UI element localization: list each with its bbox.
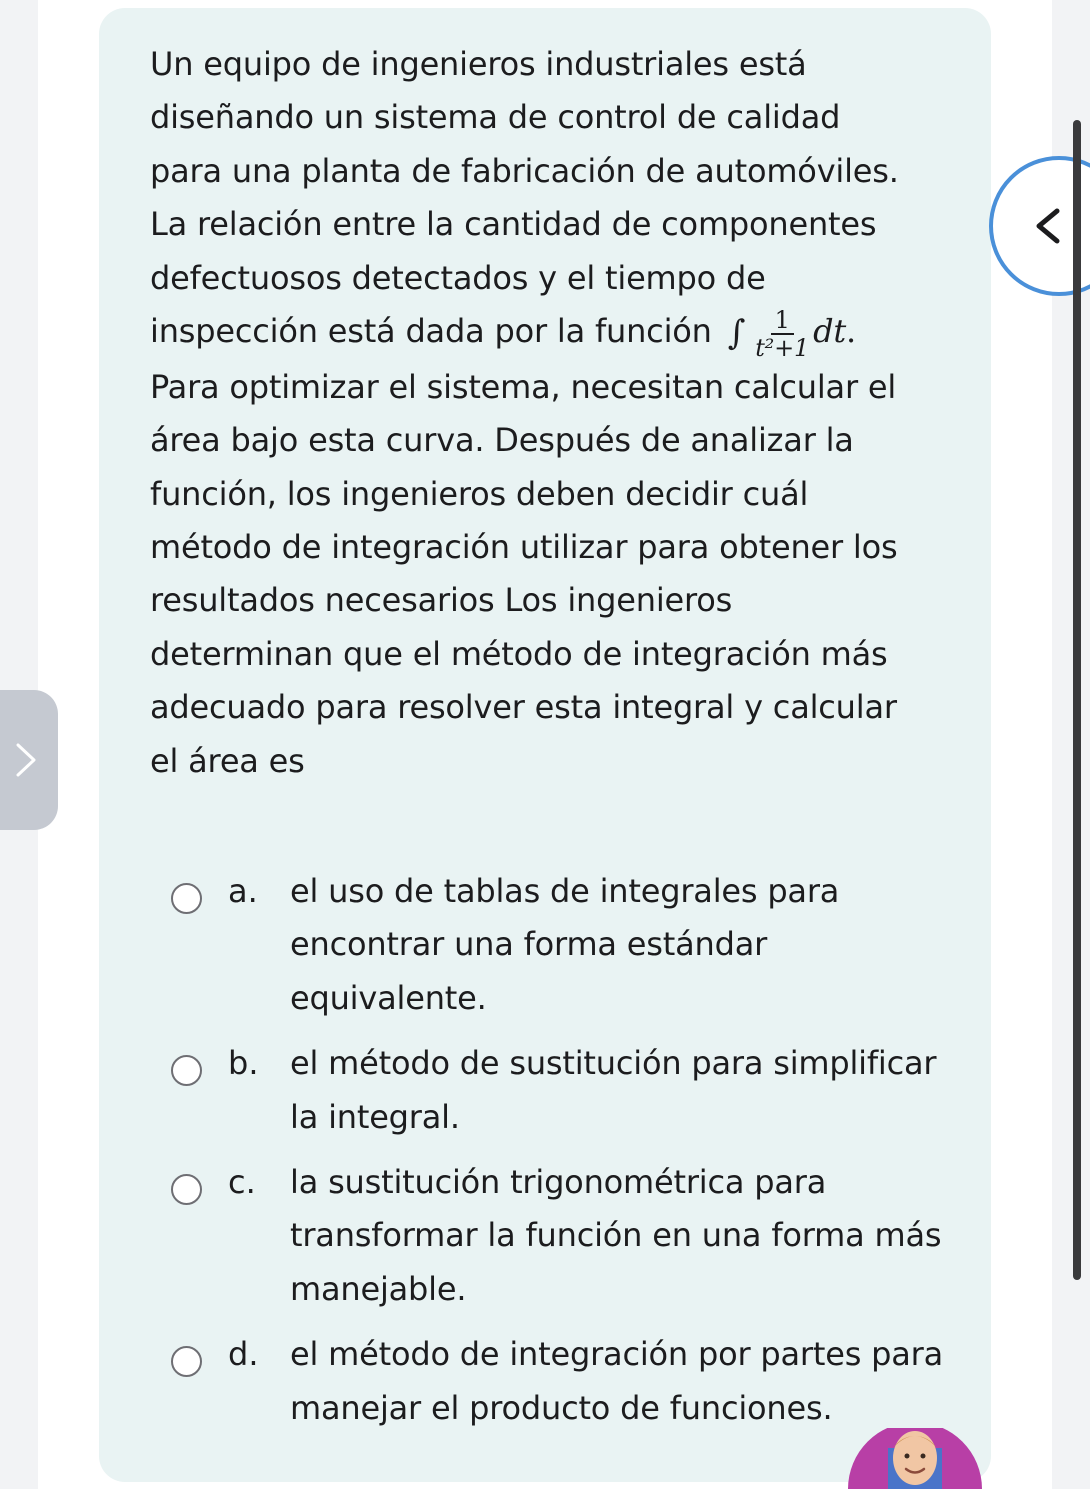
- radio-option-d[interactable]: [171, 1346, 202, 1377]
- question-line-8: área bajo esta curva. Después de analizar la: [150, 421, 854, 460]
- question-line-formula: [150, 305, 930, 361]
- option-b[interactable]: [168, 1037, 968, 1144]
- answer-options: [168, 865, 968, 1447]
- integral-sign: ∫: [727, 313, 746, 354]
- fraction-numerator: 1: [771, 307, 794, 335]
- option-letter: b.: [228, 1044, 259, 1083]
- radio-option-b[interactable]: [171, 1055, 202, 1086]
- chevron-left-icon: [1033, 208, 1063, 244]
- differential: dt: [813, 312, 847, 351]
- radio-option-a[interactable]: [171, 883, 202, 914]
- fraction-denominator: t²+1: [755, 333, 810, 362]
- option-text: el método de sustitución para simplificar la integral.: [290, 1044, 937, 1136]
- formula-period: .: [846, 312, 857, 351]
- question-line-14: el área es: [150, 741, 305, 780]
- integral-formula: [722, 305, 856, 361]
- chevron-right-icon: [12, 742, 40, 778]
- question-line-4: La relación entre la cantidad de componentes: [150, 205, 877, 244]
- fraction: [753, 307, 811, 361]
- question-line-12: determinan que el método de integración más: [150, 634, 888, 673]
- next-question-button[interactable]: [0, 690, 58, 830]
- question-line-3: para una planta de fabricación de automóviles.: [150, 151, 899, 190]
- question-text: [150, 38, 930, 788]
- option-text: el método de integración por partes para manejar el producto de funciones.: [290, 1335, 944, 1427]
- option-text: el uso de tablas de integrales para encontrar una forma estándar equivalente.: [290, 872, 840, 1017]
- option-letter: a.: [228, 872, 258, 910]
- option-d[interactable]: [168, 1328, 968, 1435]
- avatar-icon: [848, 1428, 982, 1489]
- question-line-11: resultados necesarios Los ingenieros: [150, 581, 733, 620]
- question-line-2: diseñando un sistema de control de calidad: [150, 98, 841, 137]
- option-letter: d.: [228, 1335, 259, 1374]
- option-letter: c.: [228, 1163, 256, 1202]
- question-line-13: adecuado para resolver esta integral y calcular: [150, 688, 897, 727]
- question-line-5: defectuosos detectados y el tiempo de: [150, 258, 766, 297]
- question-line-10: método de integración utilizar para obtener los: [150, 528, 898, 566]
- question-line-9: función, los ingenieros deben decidir cuál: [150, 474, 809, 513]
- scrollbar[interactable]: [1073, 120, 1081, 1280]
- question-line-7: Para optimizar el sistema, necesitan calcular el: [150, 367, 897, 406]
- avatar[interactable]: [848, 1428, 982, 1489]
- option-c[interactable]: [168, 1156, 968, 1316]
- option-a[interactable]: [168, 865, 968, 1025]
- formula-prefix: inspección está dada por la función: [150, 312, 712, 351]
- question-line-1: Un equipo de ingenieros industriales está: [150, 45, 807, 83]
- option-text: la sustitución trigonométrica para transformar la función en una forma más manejable.: [290, 1163, 942, 1308]
- radio-option-c[interactable]: [171, 1174, 202, 1205]
